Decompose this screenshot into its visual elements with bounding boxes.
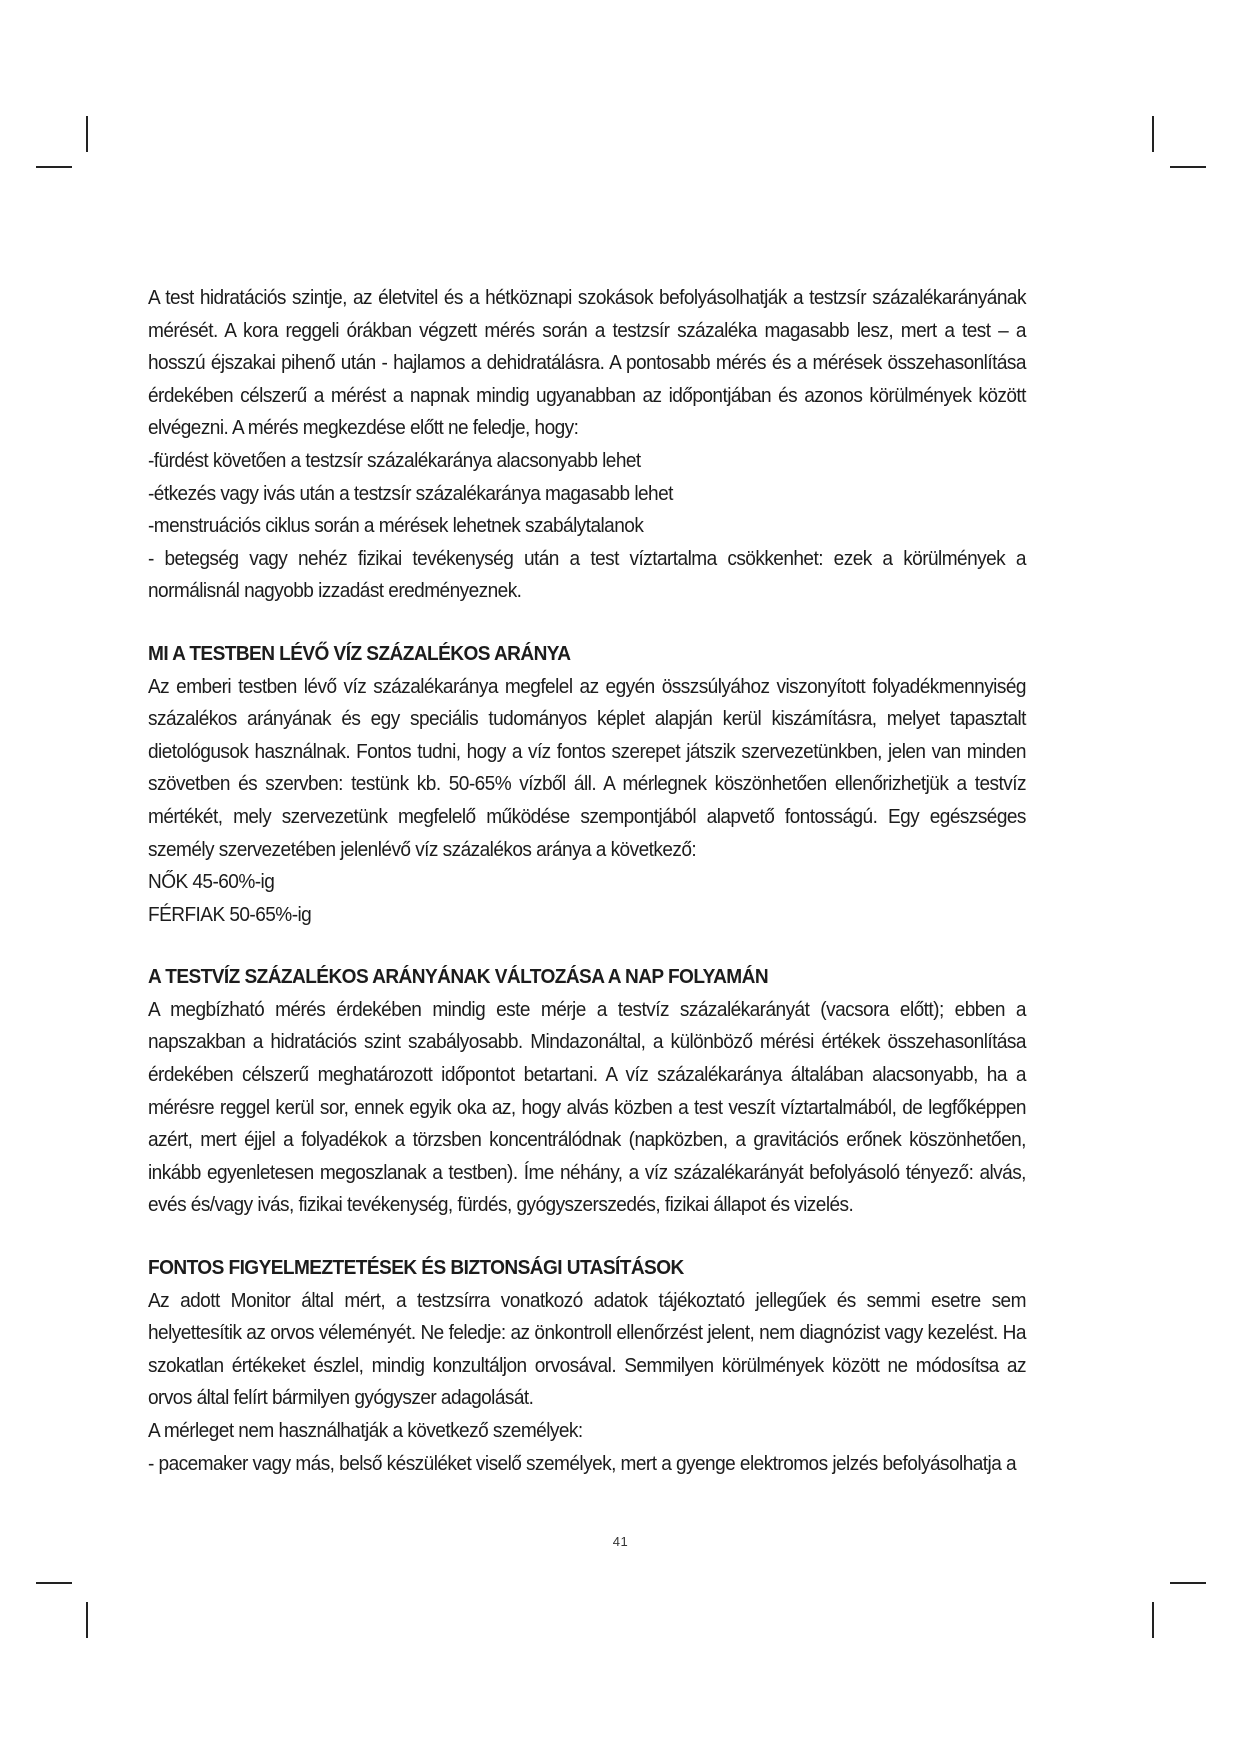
crop-mark-top-left-horizontal [36,166,72,168]
intro-list-item: -menstruációs ciklus során a mérések lehetnek szabálytalanok [148,514,644,538]
water-men-value: FÉRFIAK 50-65%-ig [148,902,312,926]
page-content [148,282,1026,1480]
crop-mark-top-right-horizontal [1170,166,1206,168]
water-women-value: NŐK 45-60%-ig [148,870,275,894]
section-change-heading: A TESTVÍZ SZÁZALÉKOS ARÁNYÁNAK VÁLTOZÁSA A NAP FOLYAMÁN [148,965,769,989]
section-warnings-paragraph: Az adott Monitor által mért, a testzsírra vonatkozó adatok tájékoztató jellegűek és semmi esetre sem helyettesítik az orvos véleményét. Ne feledje: az önkontroll ellenőrzést jelent, nem diagnózist vagy kezelést. Ha szokatlan értékeket észlel, mindig konzultáljon orvosával. Semmilyen körülmények között ne módosítsa az orvos által felírt bármilyen gyógyszer adagolását. [148,1288,1026,1410]
section-water-heading: MI A TESTBEN LÉVŐ VÍZ SZÁZALÉKOS ARÁNYA [148,641,571,665]
crop-mark-bottom-left-horizontal [36,1582,72,1584]
crop-mark-bottom-right-vertical [1152,1602,1154,1638]
intro-paragraph: A test hidratációs szintje, az életvitel és a hétköznapi szokások befolyásolhatják a testzsír százalékarányának mérését. A kora reggeli órákban végzett mérés során a testzsír százaléka magasabb lesz, mert a test – a hosszú éjszakai pihenő után - hajlamos a dehidratálásra. A pontosabb mérés és a mérések összehasonlítása érdekében célszerű a mérést a napnak mindig ugyanabban az időpontjában és azonos körülmények között elvégezni. A mérés megkezdése előtt ne feledje, hogy: [148,286,1026,440]
section-warnings-intro-line: A mérleget nem használhatják a következő személyek: [148,1419,583,1442]
intro-list-item: -étkezés vagy ivás után a testzsír százalékaránya magasabb lehet [148,481,673,505]
intro-list-item: -fürdést követően a testzsír százalékaránya alacsonyabb lehet [148,448,641,472]
section-water-paragraph: Az emberi testben lévő víz százalékaránya megfelel az egyén összsúlyához viszonyított folyadékmennyiség százalékos arányának és egy speciális tudományos képlet alapján kerül kiszámításra, melyet tapasztalt dietológusok használnak. Fontos tudni, hogy a víz fontos szerepet játszik szervezetünkben, jelen van minden szövetben és szervben: testünk kb. 50-65% vízből áll. A mérlegnek köszönhetően ellenőrizhetjük a testvíz mértékét, mely szervezetünk megfelelő működése szempontjából alapvető fontosságú. Egy egészséges személy szervezetében jelenlévő víz százalékos aránya a következő: [148,674,1026,861]
crop-mark-bottom-left-vertical [86,1602,88,1638]
intro-list-item: - betegség vagy nehéz fizikai tevékenység után a test víztartalma csökkenhet: ezek a körülmények a normálisnál nagyobb izzadást eredményeznek. [148,546,1026,603]
crop-mark-top-left-vertical [86,116,88,152]
crop-mark-top-right-vertical [1152,116,1154,152]
section-warnings-heading: FONTOS FIGYELMEZTETÉSEK ÉS BIZTONSÁGI UTASÍTÁSOK [148,1256,684,1280]
section-change-paragraph: A megbízható mérés érdekében mindig este mérje a testvíz százalékarányát (vacsora előtt); ebben a napszakban a hidratációs szint szabályosabb. Mindazonáltal, a különböző mérési értékek összehasonlítása érdekében célszerű meghatározott időpontot betartani. A víz százalékaránya általában alacsonyabb, ha a mérésre reggel kerül sor, ennek egyik oka az, hogy alvás közben a test veszít víztartalmából, de legfőképpen azért, mert éjjel a folyadékok a törzsben koncentrálódnak (napközben, a gravitációs erőnek köszönhetően, inkább egyenletesen megoszlanak a testben). Íme néhány, a víz százalékarányát befolyásoló tényező: alvás, evés és/vagy ivás, fizikai tevékenység, fürdés, gyógyszerszedés, fizikai állapot és vizelés. [148,997,1026,1217]
page-number: 41 [612,1534,629,1549]
section-warnings-list-item: - pacemaker vagy más, belső készüléket viselő személyek, mert a gyenge elektromos jelzés befolyásolhatja a [148,1451,1017,1475]
crop-mark-bottom-right-horizontal [1170,1582,1206,1584]
